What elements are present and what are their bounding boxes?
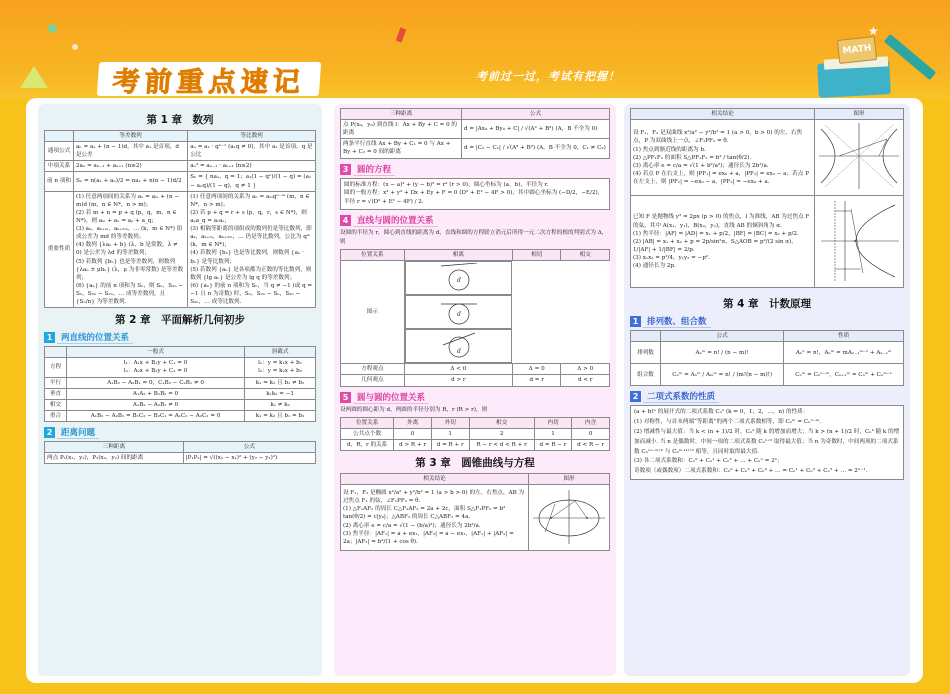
distance-table-2: 三种距离 公式 点 P(x₀，y₀) 到直线 l：Ax + By + C = 0 的距离 d = |Ax₀ + By₀ + C| / √(A² + B²) (A，B 不全为 0) 两条平行直线 Ax + By + C₁ = 0 与 Ax + By + C₂ = 0 间的距离 d = |C₂ − C₁| / √(A² + B²) (A，B 不全为 0，C₁ ≠ C₂): [340, 108, 610, 159]
line-relation-table: 一般式 斜截式 方程 l₁：A₁x + B₁y + C₁ = 0 l₂：A₂x + B₂y + C₂ = 0 l₁：y = k₁x + b₁ l₂：y = k₂x + b₂ 平行 A₁B₂ − A₂B₁ = 0，C₁B₂ − C₂B₁ ≠ 0 k₁ = k₂ 且 b₁ ≠ b₂ 垂直 A₁A₂ + B₁B₂ = 0 k₁k₂ = −1 相交 A₁B₂ − A₂B₁ ≠ 0 k₁ ≠ k₂ 重合 A₁B₂ − A₂B₁ = B₁C₂ − B₂C₁ = A₁C₂ − A₂C₁ = 0 k₁ = k₂ 且 b₁ = b₂: [44, 346, 316, 422]
svg-text:d: d: [456, 277, 461, 285]
line-circle-text: 设圆的半径为 r，圆心到直线的距离为 d，直线和圆的方程联立消元后所得一元二次方程的根的判别式为 Δ，则: [340, 230, 608, 246]
section-heading: 4 直线与圆的位置关系: [340, 214, 610, 227]
section-heading: 3 圆的方程: [340, 163, 610, 176]
section-heading: 1 排列数、组合数: [630, 315, 904, 328]
section-heading: 2 二项式系数的性质: [630, 390, 904, 403]
decor-pencil-icon: [396, 27, 406, 42]
section-heading: 5 圆与圆的位置关系: [340, 391, 610, 404]
circle-equation-box: 圆的标准方程：(x − a)² + (y − b)² = r² (r > 0)，圆心坐标为 (a，b)，半径为 r. 圆的一般方程：x² + y² + Dx + Ey + F = 0 (D² + E² − 4F > 0)，其中圆心坐标为 (−D/2，−E/2)，半径 r = √(D² + E² − 4F) / 2.: [340, 178, 610, 211]
svg-text:d: d: [456, 311, 461, 319]
sequence-table: 等差数列 等比数列 通项公式 aₙ = a₁ + (n − 1)d，其中 a₁ 是首项，d 是公差 aₙ = a₁ · qⁿ⁻¹ (a₁q ≠ 0)，其中 a₁ 是首项，q 是公比 中项关系 2aₙ = aₙ₋₁ + aₙ₊₁ (n≥2) aₙ² = aₙ₋₁ · aₙ₊₁ (n≥2) 前 n 项和 Sₙ = n(a₁ + aₙ)/2 = na₁ + n(n − 1)d/2 Sₙ = { na₁，q = 1；a₁(1 − qⁿ)/(1 − q) = (a₁ − aₙq)/(1 − q)，q ≠ 1 } 重要性质 (1) 任意两项间的关系为 aₙ = aₘ + (n − m)d (m，n ∈ N*，n > m)； (2) 若 m + n = p + q (p，q，m，n ∈ N*)，则 aₘ + aₙ = aₚ + a_q； (3) aₖ，aₖ₊ₘ，aₖ₊₂ₘ，… (k，m ∈ N*) 组成公差为 md 的等差数列； (4) 数列 {λaₙ + b} (λ，b 是常数，λ ≠ 0) 是公差为 λd 的等差数列； (5) 若数列 {bₙ} 也是等差数列，则数列 {λaₙ ± μbₙ} (λ，μ 为非零常数) 是等差数列； (6) {aₙ} 的前 n 项和为 Sₙ，则 Sₙ，S₂ₙ − Sₙ，S₃ₙ − S₂ₙ，… 成等差数列，且 {Sₙ/n} 为等差数列. (1) 任意两项间的关系为 aₙ = aₘqⁿ⁻ᵐ (m，n ∈ N*，n > m)； (2) 若 p + q = r + s (p，q，r，s ∈ N*)，则 aₚa_q = aᵣaₛ； (3) 相隔等距离的项组成的数列仍是等比数列，即 aₖ，aₖ₊ₘ，aₖ₊₂ₘ，… 仍是等比数列，公比为 qᵐ (k，m ∈ N*)； (4) 若数列 {bₙ} 也是等比数列，则数列 {aₙ · bₙ} 是等比数列； (5) 若数列 {aₙ} 是各项都为正数的等比数列，则数列 {lg aₙ} 是公差为 lg q 的等差数列； (6) {aₙ} 的前 n 项和为 Sₙ，当 q ≠ −1 (或 q = −1 且 n 为奇数) 时，Sₙ，S₂ₙ − Sₙ，S₃ₙ − S₂ₙ，… 成等比数列.: [44, 130, 316, 308]
diagram-tangent: [405, 295, 513, 329]
decor-dot: [48, 24, 57, 33]
ruler-icon: [884, 34, 936, 80]
header-banner: [0, 0, 950, 100]
diagram-separate: [405, 261, 513, 295]
star-icon: ★: [868, 24, 879, 38]
diagram-intersect: [405, 329, 513, 363]
binomial-properties-box: (a + b)ⁿ 的展开式的二项式系数 Cₙᵏ (k = 0，1，2，…，n) 的性质： (1) 对称性，与首末两端“等距离”的两个二项式系数相等，即 Cₙᵐ = Cₙⁿ⁻ᵐ. (2) 增减性与最大值：当 k < (n + 1)/2 时，Cₙᵏ 随 k 的增加而增大；当 k > (n + 1)/2 时，Cₙᵏ 随 k 的增加而减小. 当 n 是偶数时，中间一项的二项式系数 Cₙⁿᐟ² 取得最大值；当 n 为奇数时，中间两项的二项式系数 Cₙ⁽ⁿ⁻¹⁾ᐟ² 与 Cₙ⁽ⁿ⁺¹⁾ᐟ² 相等，且同时取得最大值. (3) 各二项式系数和：Cₙ⁰ + Cₙ¹ + Cₙ² + … + Cₙⁿ = 2ⁿ； 奇数项（或偶数项）二项式系数和：Cₙ⁰ + Cₙ² + Cₙ⁴ + … = Cₙ¹ + Cₙ³ + Cₙ⁵ + … = 2ⁿ⁻¹.: [630, 405, 904, 479]
slogan: 考前过一过，考试有把握！: [476, 70, 620, 83]
permutation-table: 公式 性质 排列数 Aₙᵐ = n! / (n − m)! Aₙⁿ = n!，Aₙᵐ = mAₙ₋₁ᵐ⁻¹ + Aₙ₋₁ᵐ 组合数 Cₙᵐ = Aₙᵐ / Aₘᵐ = n! / (m!(n − m)!) Cₙᵐ = Cₙⁿ⁻ᵐ，Cₙ₊₁ᵐ = Cₙᵐ + Cₙᵐ⁻¹: [630, 330, 904, 386]
chapter-2-title: 第 2 章 平面解析几何初步: [114, 314, 246, 327]
distance-table: 三种距离 公式 两点 P₁(x₁，y₁)，P₂(x₂，y₂) 间的距离 |P₁P₂| = √((x₂ − x₁)² + (y₂ − y₁)²): [44, 441, 316, 464]
chapter-1-title: 第 1 章 数列: [146, 114, 214, 126]
chapter-4-title: 第 4 章 计数原理: [722, 298, 812, 311]
circle-circle-table: 位置关系 外离 外切 相交 内切 内含 公共点个数 0 1 2 1 0 d，R，r 的关系 d > R + r d = R + r R − r < d < R + r d = R − r d < R − r: [340, 417, 610, 451]
hyperbola-table: 相关结论 图形 设 F₁，F₂ 是双曲线 x²/a² − y²/b² = 1 (a > 0，b > 0) 的左、右焦点，P 为双曲线上一点，∠F₁PF₂ = θ. (1) 焦点到渐近线的距离为 b. (2) △PF₁F₂ 的面积 S△PF₁F₂ = b² / tan(θ/2). (3) 离心率 e = c/a = √(1 + b²/a²)；通径长为 2b²/a. (4) 若点 P 在右支上，则 |PF₁| = ex₀ + a，|PF₂| = ex₀ − a；若点 P 在左支上，则 |PF₁| = −ex₀ − a，|PF₂| = −ex₀ + a. 已知 F 是抛物线 y² = 2px (p > 0) 的焦点，l 为准线，AB 为过焦点 F 的弦，其中 A(x₁，y₁)，B(x₂，y₂)，直线 AB 的倾斜角为 α. (1) 焦半径：|AF| = |AD| = x₁ + p/2，|BF| = |BC| = x₂ + p/2. (2) |AB| = x₁ + x₂ + p = 2p/sin²α，S△AOB = p²/(2 sin α)，1/|AF| + 1/|BF| = 2/p. (3) x₁x₂ = p²/4，y₁y₂ = −p². (4) 通径长为 2p.: [630, 108, 904, 288]
column-3: [624, 104, 910, 676]
page-title: 考前重点速记: [97, 62, 321, 96]
hyperbola-diagram: [815, 120, 904, 196]
section-heading: 1 两直线的位置关系: [44, 331, 316, 344]
circle-circle-text: 设两圆的圆心距为 d，两圆的半径分别为 R，r (R > r)，则: [340, 406, 488, 413]
parabola-diagram: [815, 196, 904, 288]
ellipse-table: 相关结论 图形 设 F₁，F₂ 是椭圆 x²/a² + y²/b² = 1 (a > b > 0) 的左、右焦点，AB 为过焦点 F₁ 的弦，∠F₁PF₂ = θ. (1) △F₁AF₂ 的周长 C△F₁AF₂ = 2a + 2c，面积 S△F₁PF₂ = b² tan(θ/2) = c|y₀|；△ABF₂ 的周长 C△ABF₂ = 4a. (2) 离心率 e = c/a = √(1 − (b/a)²)；通径长为 2b²/a. (3) 焦半径：|AF₁| = a + ex₁，|AF₂| = a − ex₁，|AF₁| + |AF₂| = 2a；|AF₂| = b²/(1 + cos θ).: [340, 473, 610, 551]
math-badge: MATH: [837, 36, 877, 64]
section-heading: 2 距离问题: [44, 426, 316, 439]
decor-dot: [72, 44, 78, 50]
column-1: [38, 104, 322, 676]
decor-triangle: [20, 66, 48, 88]
svg-text:d: d: [456, 348, 461, 356]
chapter-3-title: 第 3 章 圆锥曲线与方程: [415, 456, 535, 469]
line-circle-table: 位置关系 相离 相切 相交 图示 d d d 方程观点 Δ < 0 Δ = 0 Δ > 0 几何观点 d > r d = r d < r: [340, 249, 610, 386]
ellipse-diagram: [529, 484, 610, 550]
column-2: [334, 104, 616, 676]
